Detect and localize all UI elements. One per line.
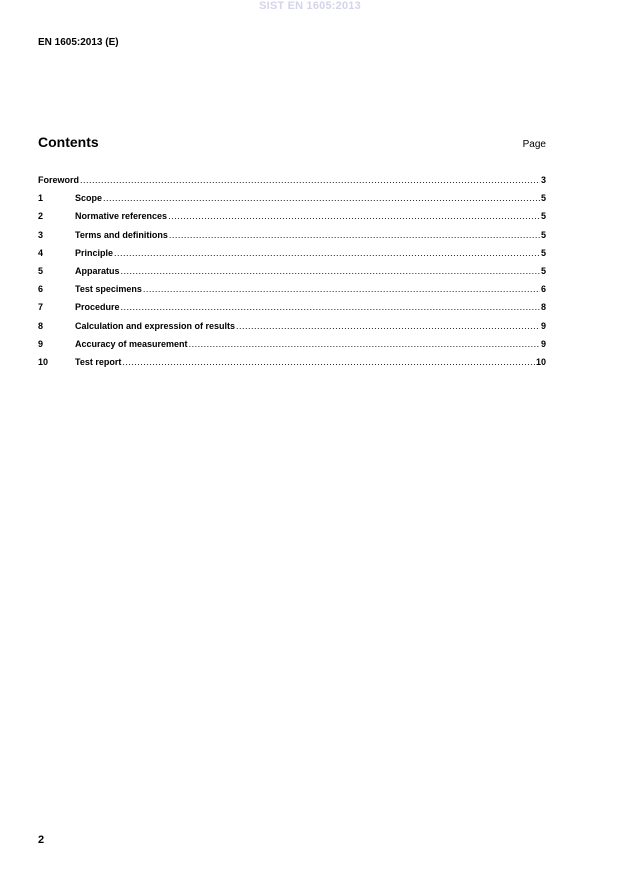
toc-entry-title: Scope [75,193,103,204]
toc-entry-page: 5 [540,211,546,222]
toc-entry-title: Apparatus [75,265,120,276]
toc-entry-title: Test report [75,356,122,367]
toc-entry-page: 3 [540,175,546,185]
toc-entry-title: Terms and definitions [75,229,168,240]
toc-entry-number: 7 [38,302,44,313]
toc-leader-dots [168,211,540,221]
toc-entry-page: 5 [540,229,546,240]
toc-leader-dots [236,321,540,331]
toc-entry-title: Principle [75,247,114,258]
toc-entry-number: 1 [38,193,44,204]
toc-entry-page: 6 [540,284,546,295]
table-of-contents [38,175,546,375]
toc-entry-title: Calculation and expression of results [75,320,236,331]
toc-entry-title: Procedure [75,302,120,313]
toc-entry-title: Normative references [75,211,168,222]
page-column-label: Page [522,139,546,150]
toc-entry-number: 6 [38,284,44,295]
toc-entry-terms-and-definitions[interactable] [38,230,546,248]
toc-leader-dots [189,339,540,349]
toc-entry-number: 9 [38,338,44,349]
toc-entry-title: Foreword [38,175,80,185]
toc-entry-title: Accuracy of measurement [75,338,188,349]
toc-entry-normative-references[interactable] [38,211,546,229]
toc-entry-test-report[interactable] [38,357,546,375]
toc-leader-dots [121,266,540,276]
toc-entry-number: 3 [38,229,44,240]
toc-entry-number: 2 [38,211,44,222]
toc-entry-test-specimens[interactable] [38,284,546,302]
watermark: SIST EN 1605:2013 [259,0,361,12]
contents-title: Contents [38,134,99,150]
toc-entry-page: 5 [540,265,546,276]
toc-entry-calculation-and-expression-of-results[interactable] [38,321,546,339]
toc-entry-page: 9 [540,338,546,349]
toc-entry-number: 4 [38,247,44,258]
toc-leader-dots [114,248,540,258]
toc-entry-number: 5 [38,265,44,276]
toc-leader-dots [80,175,540,185]
toc-leader-dots [103,193,540,203]
toc-entry-page: 8 [540,302,546,313]
toc-entry-foreword[interactable] [38,175,546,193]
toc-leader-dots [143,284,540,294]
toc-entry-principle[interactable] [38,248,546,266]
toc-entry-page: 10 [535,356,546,367]
toc-entry-procedure[interactable] [38,302,546,320]
toc-entry-page: 5 [540,193,546,204]
toc-entry-scope[interactable] [38,193,546,211]
toc-leader-dots [169,230,540,240]
toc-entry-apparatus[interactable] [38,266,546,284]
toc-entry-number: 10 [38,356,49,367]
document-id: EN 1605:2013 (E) [38,37,119,48]
page-number: 2 [38,834,45,846]
toc-entry-title: Test specimens [75,284,142,295]
toc-leader-dots [122,357,535,367]
toc-entry-accuracy-of-measurement[interactable] [38,339,546,357]
toc-entry-number: 8 [38,320,44,331]
toc-entry-page: 5 [540,247,546,258]
toc-leader-dots [121,302,540,312]
toc-entry-page: 9 [540,320,546,331]
